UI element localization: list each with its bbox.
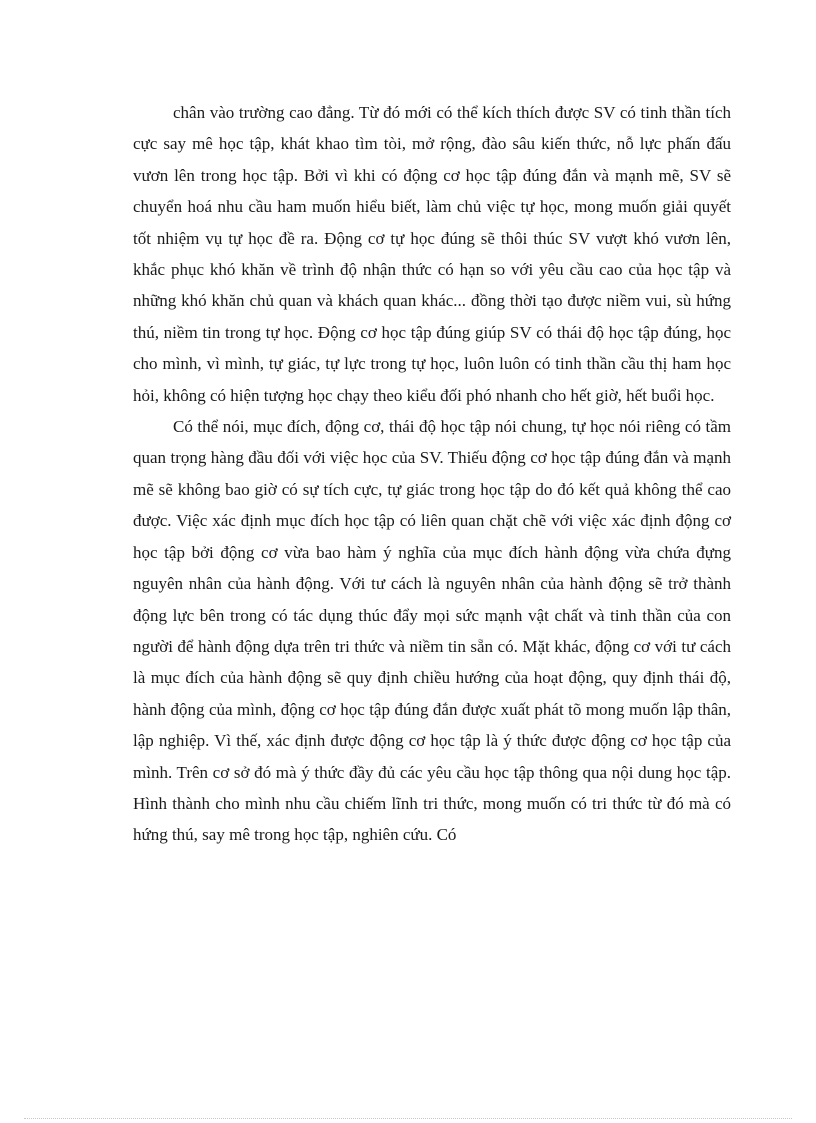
page-bottom-border	[24, 1118, 792, 1119]
paragraph-1: chân vào trường cao đẳng. Từ đó mới có thể kích thích được SV có tinh thần tích cực say mê học tập, khát khao tìm tòi, mở rộng, đào sâu kiến thức, nỗ lực phấn đấu vươn lên trong học tập. Bởi vì khi có động cơ học tập đúng đắn và mạnh mẽ, SV sẽ chuyển hoá nhu cầu ham muốn hiểu biết, làm chủ việc tự học, mong muốn giải quyết tốt nhiệm vụ tự học đề ra. Động cơ tự học đúng sẽ thôi thúc SV vượt khó vươn lên, khắc phục khó khăn về trình độ nhận thức có hạn so với yêu cầu cao của học tập và những khó khăn chủ quan và khách quan khác... đồng thời tạo được niềm vui, sù hứng thú, niềm tin trong tự học. Động cơ học tập đúng giúp SV có thái độ học tập đúng, học cho mình, vì mình, tự giác, tự lực trong tự học, luôn luôn có tinh thần cầu thị ham học hỏi, không có hiện tượng học chạy theo kiểu đối phó nhanh cho hết giờ, hết buổi học.	[133, 103, 731, 405]
paragraph-2: Có thể nói, mục đích, động cơ, thái độ học tập nói chung, tự học nói riêng có tầm quan trọng hàng đầu đối với việc học của SV. Thiếu động cơ học tập đúng đắn và mạnh mẽ sẽ không bao giờ có sự tích cực, tự giác trong học tập do đó kết quả không thể cao được. Việc xác định mục đích học tập có liên quan chặt chẽ với việc xác định động cơ học tập bởi động cơ vừa bao hàm ý nghĩa của mục đích hành động vừa chứa đựng nguyên nhân của hành động. Với tư cách là nguyên nhân của hành động sẽ trở thành động lực bên trong có tác dụng thúc đẩy mọi sức mạnh vật chất và tinh thần của con người để hành động dựa trên tri thức và niềm tin sẵn có. Mặt khác, động cơ với tư cách là mục đích của hành động sẽ quy định chiều hướng của hoạt động, quy định thái độ, hành động của mình, động cơ học tập đúng đắn được xuất phát tõ mong muốn lập thân, lập nghiệp. Vì thế, xác định được động cơ học tập là ý thức được động cơ học tập của mình. Trên cơ sở đó mà ý thức đầy đủ các yêu cầu học tập thông qua nội dung học tập. Hình thành cho mình nhu cầu chiếm lĩnh tri thức, mong muốn có tri thức từ đó mà có hứng thú, say mê trong học tập, nghiên cứu. Có	[133, 417, 731, 845]
document-body	[133, 97, 731, 851]
